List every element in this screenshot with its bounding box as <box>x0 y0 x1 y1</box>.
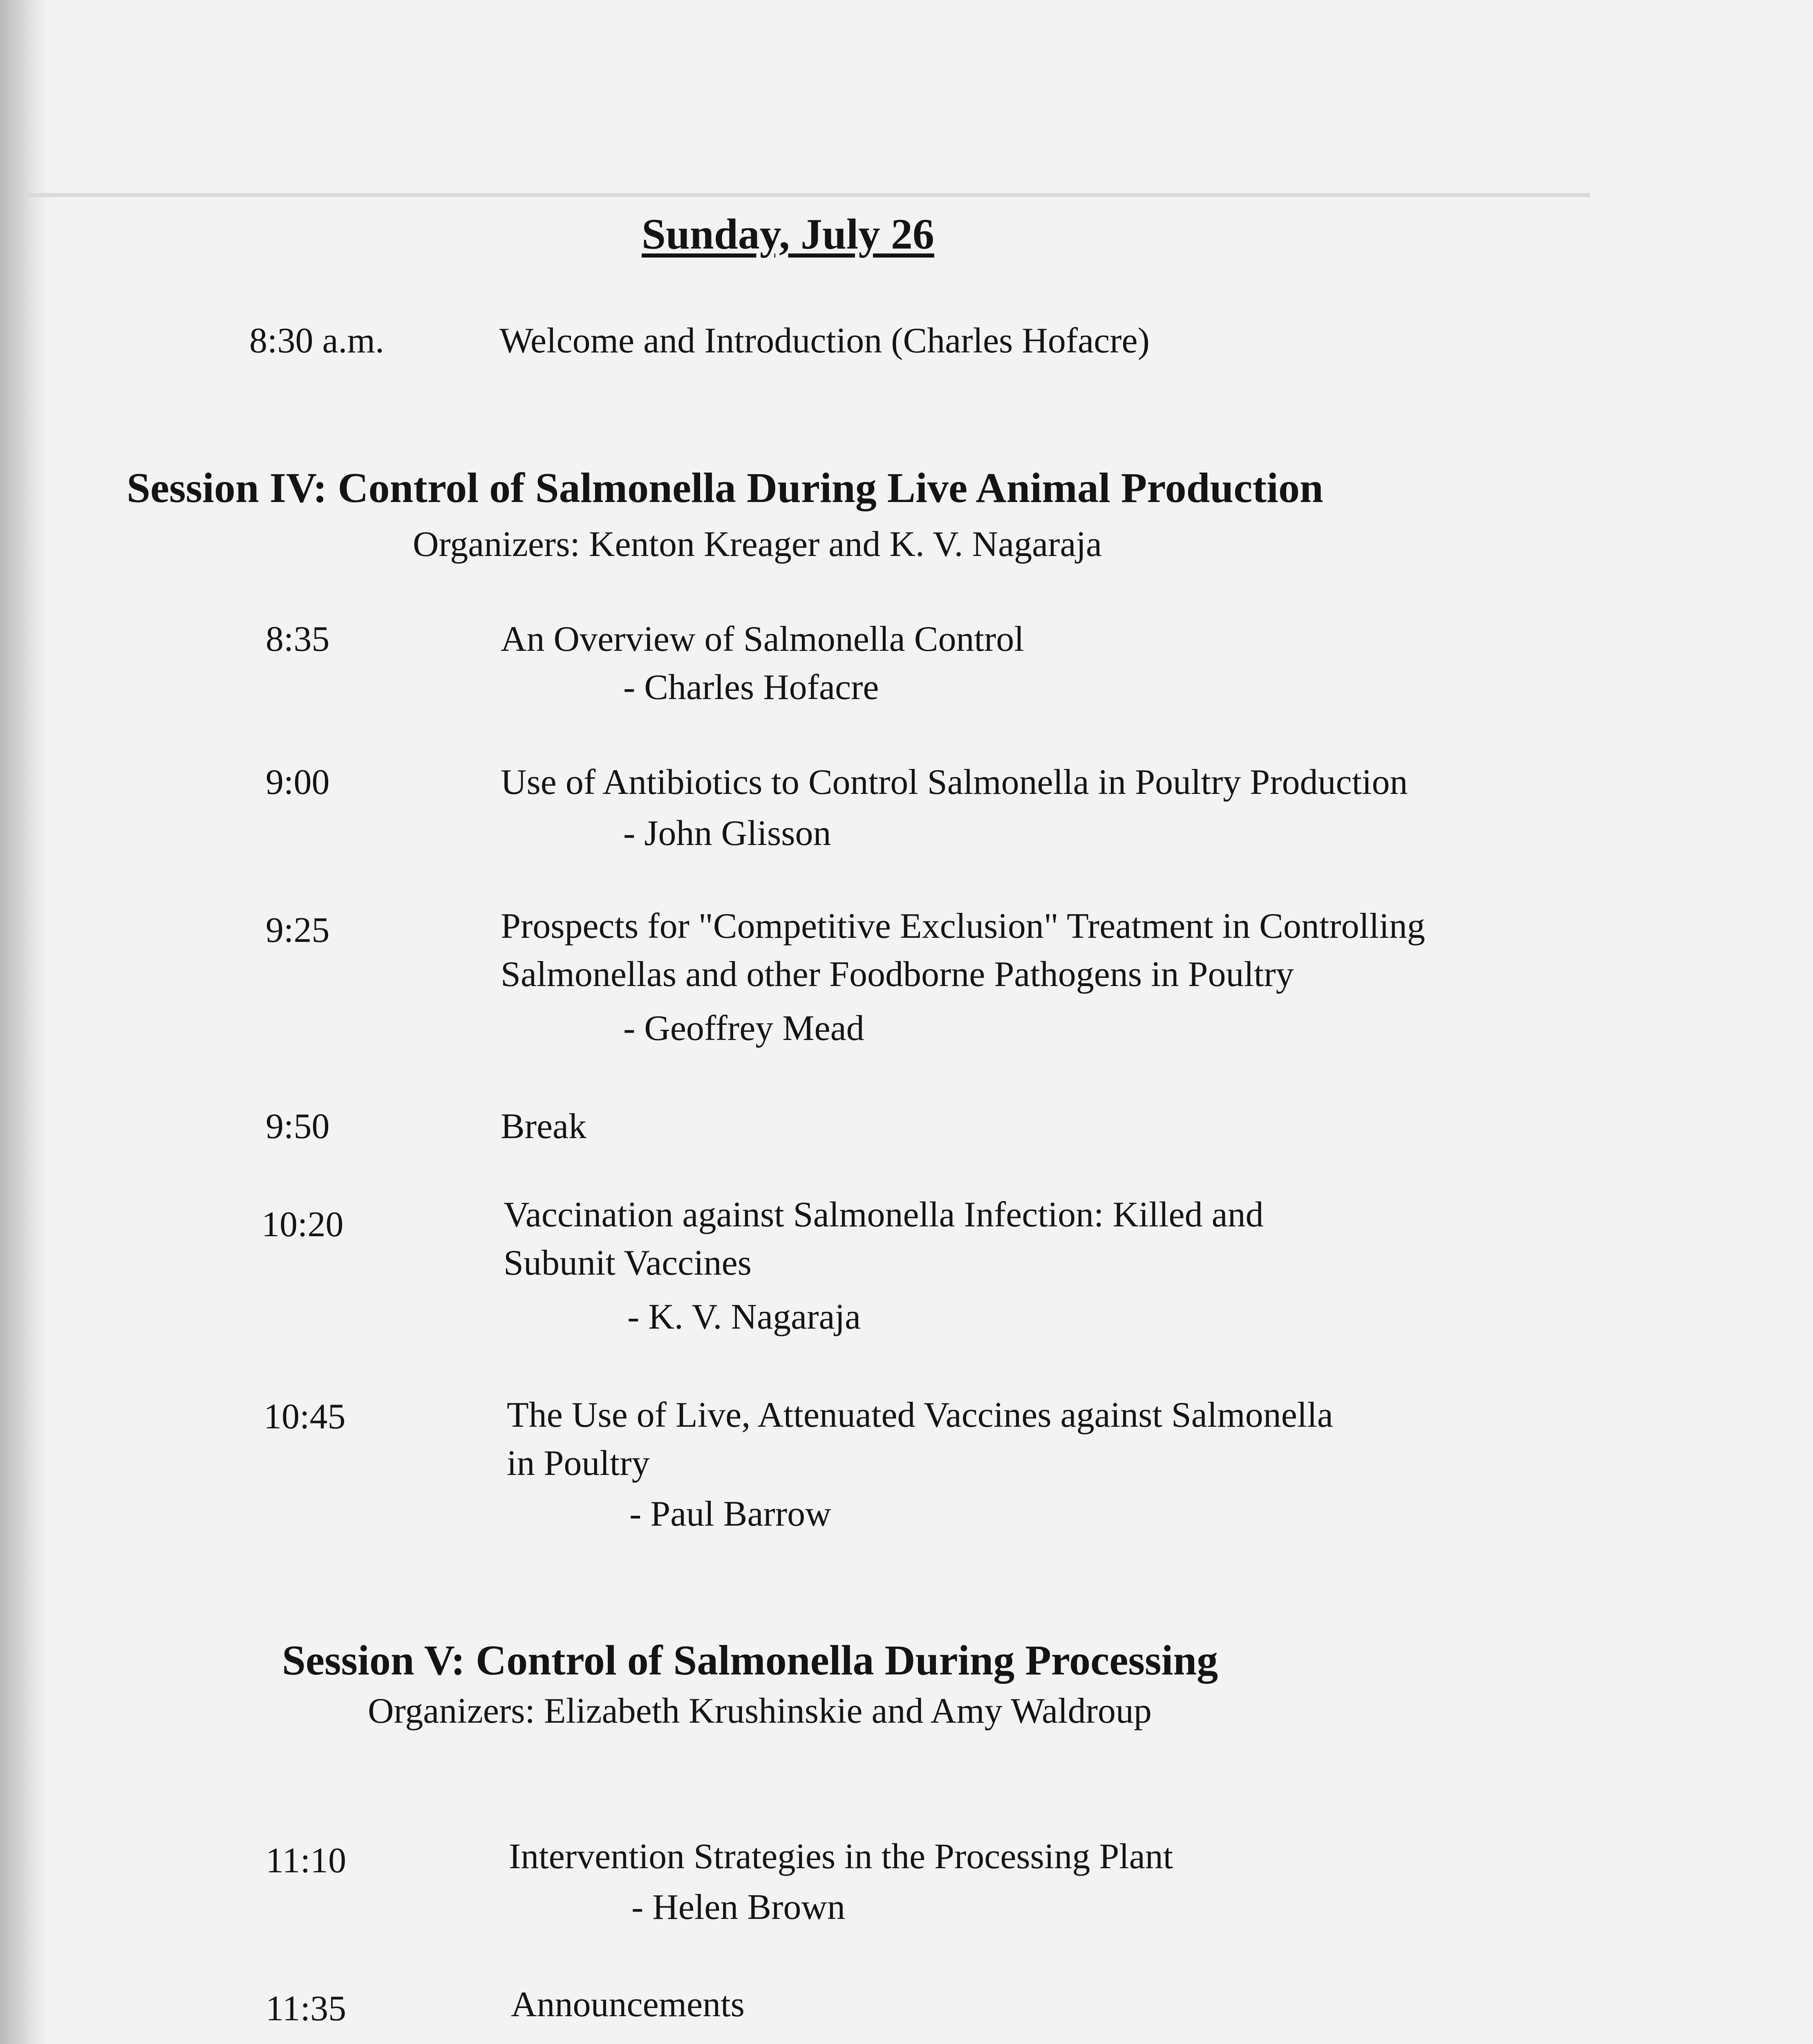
title-line: Intervention Strategies in the Processing Plant <box>509 1837 1173 1876</box>
opening-time: 8:30 a.m. <box>249 321 384 361</box>
session-iv-item-6-time: 10:45 <box>264 1397 346 1437</box>
title-line: Break <box>501 1107 587 1146</box>
binding-shadow <box>0 0 49 2044</box>
title-line: Use of Antibiotics to Control Salmonella in Poultry Production <box>501 762 1408 802</box>
title-line: Vaccination against Salmonella Infection: Killed and <box>504 1195 1264 1235</box>
session-v-item-1-speaker: - Helen Brown <box>631 1887 845 1927</box>
session-iv-item-6-title <box>507 1397 1333 1494</box>
session-iv-item-5-speaker: - K. V. Nagaraja <box>627 1297 861 1337</box>
session-iv-item-1-speaker: - Charles Hofacre <box>623 668 879 707</box>
session-iv-item-3-speaker: - Geoffrey Mead <box>623 1009 864 1048</box>
session-iv-item-5-title <box>504 1197 1264 1293</box>
day-title: Sunday, July 26 <box>642 210 934 258</box>
session-iv-item-3-time: 9:25 <box>266 910 330 950</box>
session-iv-organizers: Organizers: Kenton Kreager and K. V. Nagaraja <box>413 524 1102 564</box>
opening-title: Welcome and Introduction (Charles Hofacre) <box>499 321 1150 361</box>
bleed-through-rule <box>25 193 1590 197</box>
session-v-item-2-time: 11:35 <box>266 1989 347 2028</box>
session-iv-item-3-title <box>501 908 1425 1005</box>
title-line: in Poultry <box>507 1443 650 1483</box>
session-v-title: Session V: Control of Salmonella During Processing <box>282 1637 1218 1684</box>
session-v-organizers: Organizers: Elizabeth Krushinskie and Amy Waldroup <box>368 1691 1152 1731</box>
session-iv-item-6-speaker: - Paul Barrow <box>629 1494 831 1534</box>
session-iv-item-2-speaker: - John Glisson <box>623 814 831 853</box>
session-iv-item-2-title <box>501 764 1408 813</box>
title-line: Salmonellas and other Foodborne Pathogens in Poultry <box>501 955 1294 994</box>
session-iv-item-4-time: 9:50 <box>266 1107 330 1146</box>
session-iv-item-1-title <box>501 621 1024 670</box>
title-line: Prospects for "Competitive Exclusion" Treatment in Controlling <box>501 906 1425 946</box>
session-v-item-2-title <box>511 1987 745 2035</box>
title-line: The Use of Live, Attenuated Vaccines against Salmonella <box>507 1395 1333 1435</box>
session-v-item-1-title <box>509 1839 1173 1887</box>
title-line: Announcements <box>511 1985 745 2024</box>
session-v-item-1-time: 11:10 <box>266 1841 347 1880</box>
session-iv-title: Session IV: Control of Salmonella During Live Animal Production <box>127 464 1323 511</box>
session-iv-item-4-title <box>501 1109 586 1157</box>
title-line: Subunit Vaccines <box>504 1243 752 1283</box>
session-iv-item-5-time: 10:20 <box>262 1205 344 1244</box>
session-iv-item-2-time: 9:00 <box>266 762 330 802</box>
title-line: An Overview of Salmonella Control <box>501 619 1024 659</box>
session-iv-item-1-time: 8:35 <box>266 619 330 659</box>
